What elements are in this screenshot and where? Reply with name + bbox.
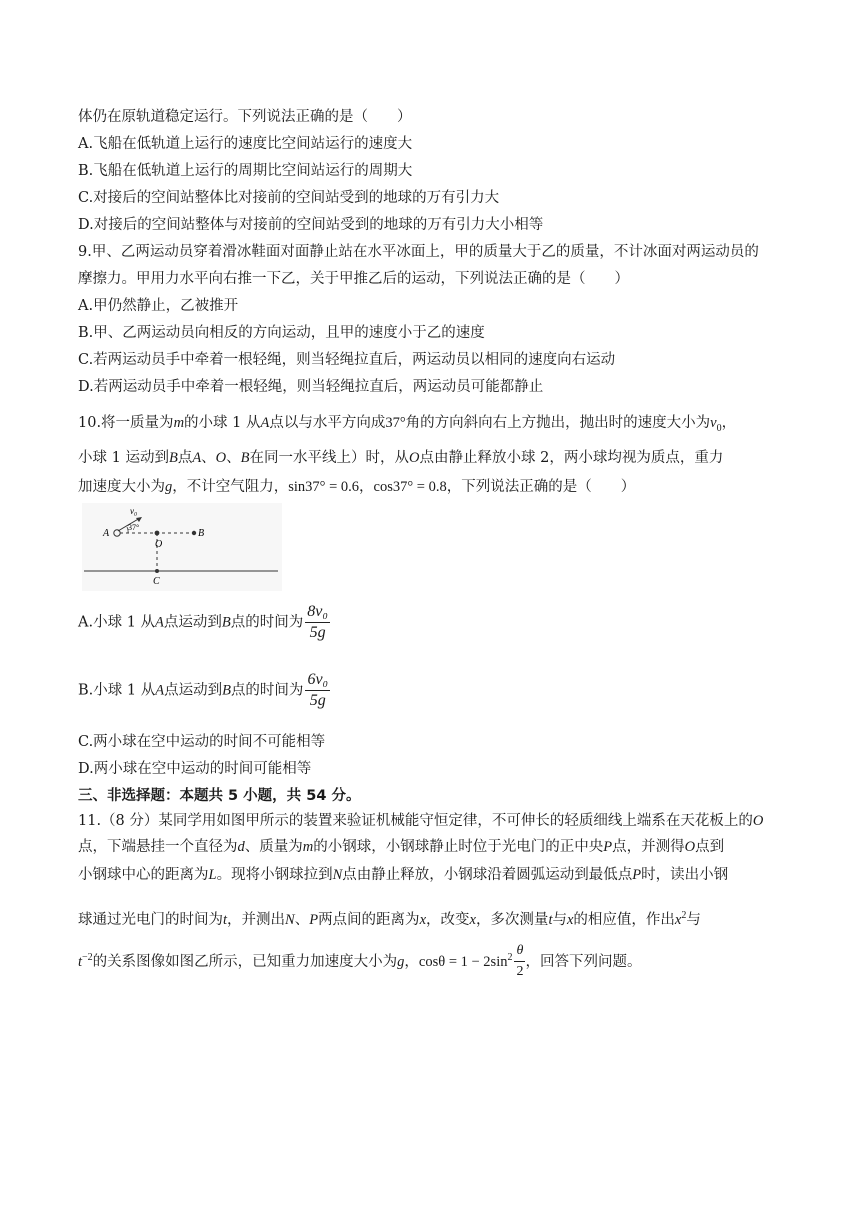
q9-option-a: A.甲仍然静止，乙被推开 bbox=[78, 298, 239, 314]
fraction-theta-over-2: $\frac{\theta}{2}$ bbox=[516, 943, 524, 980]
q9-option-d: D.若两运动员手中牵着一根轻绳，则当轻绳拉直后，两运动员可能都静止 bbox=[78, 379, 544, 395]
q10-projectile-figure bbox=[82, 503, 282, 591]
point-o-dot bbox=[155, 531, 160, 536]
fraction-8v0-over-5g: $\frac{\text{8v₀}}{5g}$ bbox=[307, 603, 328, 641]
q11-line5: $t^{-2}$的关系图像如图乙所示，已知重力加速度大小为g，$\cos\theta = 1 - 2\sin^2$ $\frac{\theta}{2}$ ，回答下列问题。 bbox=[78, 943, 642, 980]
label-a: A bbox=[103, 528, 110, 539]
q9-stem-line2: 摩擦力。甲用力水平向右推一下乙，关于甲推乙后的运动，下列说法正确的是（ ） bbox=[78, 271, 629, 287]
q9-option-b: B.甲、乙两运动员向相反的方向运动，且甲的速度小于乙的速度 bbox=[78, 325, 485, 341]
label-angle: 37° bbox=[128, 523, 140, 532]
q10-option-b: B.小球 1 从A点运动到B点的时间为 $\frac{\text{6v₀}}{5g}$ bbox=[78, 671, 329, 709]
q10-stem-line2: 小球 1 运动到B点A、O、B在同一水平线上）时，从O点由静止释放小球 2，两小球均视为质点，重力 bbox=[78, 450, 724, 466]
q11-line1: 11.（8 分）某同学用如图甲所示的装置来验证机械能守恒定律，不可伸长的轻质细线上端系在天花板上的O bbox=[78, 813, 764, 829]
label-o: O bbox=[155, 539, 163, 550]
q8-stem-tail: 体仍在原轨道稳定运行。下列说法正确的是（ ） bbox=[78, 109, 412, 125]
q8-option-a: A.飞船在低轨道上运行的速度比空间站运行的速度大 bbox=[78, 136, 413, 152]
q10-option-a: A.小球 1 从A点运动到B点的时间为 $\frac{\text{8v₀}}{5g}$ bbox=[78, 603, 328, 641]
q8-option-d: D.对接后的空间站整体与对接前的空间站受到的地球的万有引力大小相等 bbox=[78, 217, 544, 233]
label-b: B bbox=[198, 528, 205, 539]
q8-option-b: B.飞船在低轨道上运行的周期比空间站运行的周期大 bbox=[78, 163, 413, 179]
q9-option-c: C.若两运动员手中牵着一根轻绳，则当轻绳拉直后，两运动员以相同的速度向右运动 bbox=[78, 352, 616, 368]
label-v0: v₀ bbox=[130, 506, 138, 516]
point-c-dot bbox=[155, 569, 159, 573]
q11-line3: 小钢球中心的距离为L。现将小钢球拉到N点由静止释放，小钢球沿着圆弧运动到最低点P时，读出小钢 bbox=[78, 867, 729, 883]
figure-background bbox=[82, 503, 282, 591]
point-b-dot bbox=[192, 531, 196, 535]
q11-line2: 点，下端悬挂一个直径为d、质量为m的小钢球，小钢球静止时位于光电门的正中央P点，并测得O点到 bbox=[78, 839, 725, 855]
q10-option-c: C.两小球在空中运动的时间不可能相等 bbox=[78, 734, 326, 750]
q11-line4: 球通过光电门的时间为t，并测出N、P两点间的距离为x，改变x，多次测量t与x的相应值，作出$x^2$与 bbox=[78, 910, 701, 928]
q9-stem-line1: 9.甲、乙两运动员穿着滑冰鞋面对面静止站在水平冰面上，甲的质量大于乙的质量，不计冰面对两运动员的 bbox=[78, 244, 759, 260]
fraction-6v0-over-5g: $\frac{\text{6v₀}}{5g}$ bbox=[307, 671, 329, 709]
q10-stem-line1: 10.将一质量为m的小球 1 从A点以与水平方向成37°角的方向斜向右上方抛出，抛出时的速度大小为$v_0$， bbox=[78, 415, 737, 434]
q10-option-d: D.两小球在空中运动的时间可能相等 bbox=[78, 761, 312, 777]
section-heading: 三、非选择题：本题共 5 小题，共 54 分。 bbox=[78, 788, 361, 804]
q8-option-c: C.对接后的空间站整体比对接前的空间站受到的地球的万有引力大 bbox=[78, 190, 500, 206]
q10-stem-line3: 加速度大小为g，不计空气阻力，sin37° = 0.6，cos37° = 0.8，下列说法正确的是（ ） bbox=[78, 479, 636, 495]
label-c: C bbox=[153, 576, 160, 587]
